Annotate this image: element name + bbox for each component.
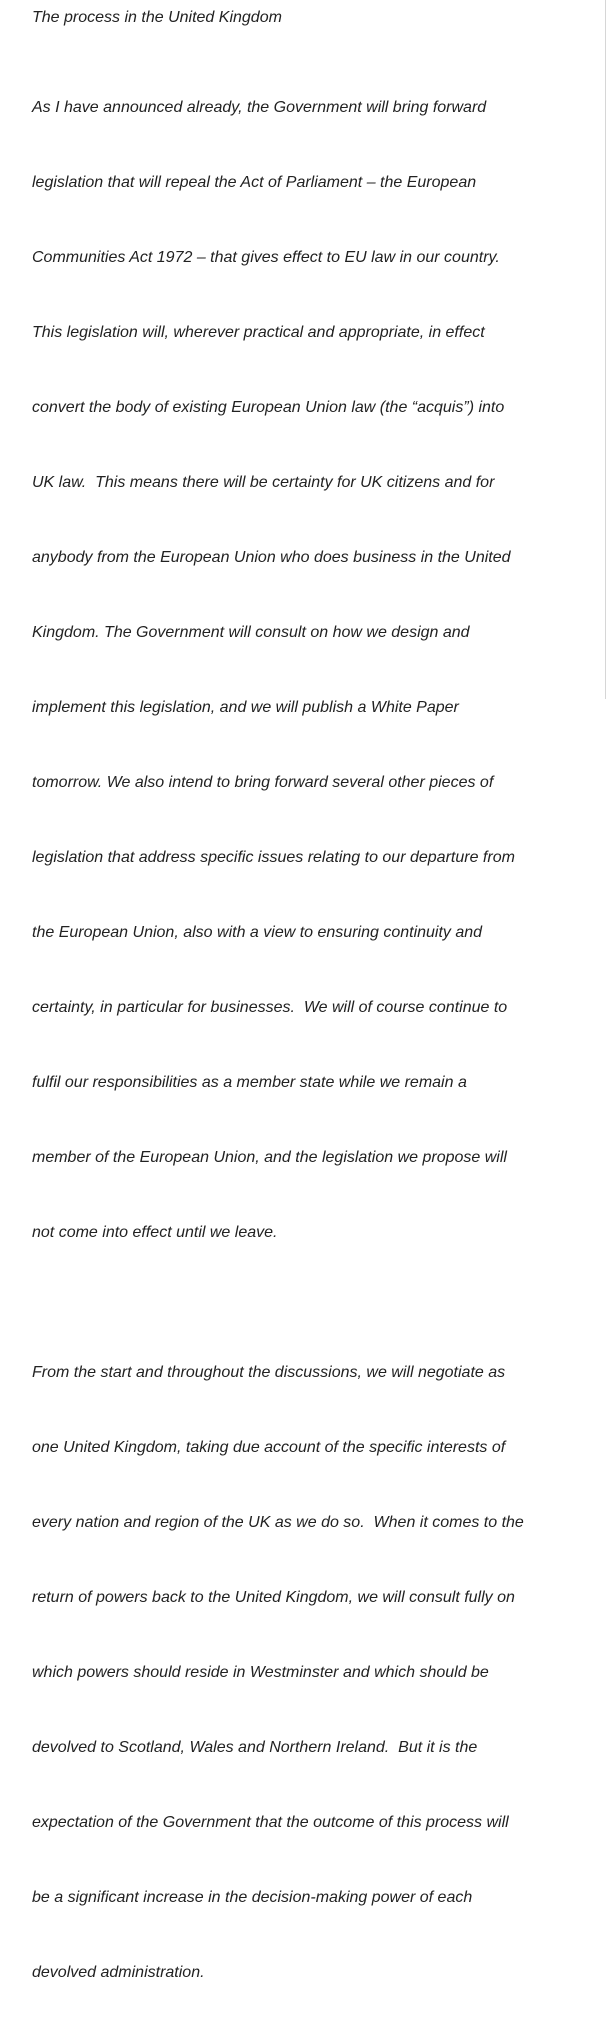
text-line: not come into effect until we leave. bbox=[32, 1224, 278, 1241]
text-line: Communities Act 1972 – that gives effect to EU law in our country. bbox=[32, 249, 500, 266]
text-line: Kingdom. The Government will consult on how we design and bbox=[32, 624, 470, 641]
text-line: legislation that will repeal the Act of Parliament – the European bbox=[32, 174, 477, 191]
paragraph-legislation bbox=[32, 45, 585, 1295]
text-line: certainty, in particular for businesses. We will of course continue to bbox=[32, 999, 508, 1016]
text-line: which powers should reside in Westminster and which should be bbox=[32, 1664, 489, 1681]
text-line: the European Union, also with a view to ensuring continuity and bbox=[32, 924, 483, 941]
text-line: implement this legislation, and we will publish a White Paper bbox=[32, 699, 459, 716]
text-line: every nation and region of the UK as we do so. When it comes to the bbox=[32, 1514, 524, 1531]
text-line: anybody from the European Union who does business in the United bbox=[32, 549, 511, 566]
text-line: UK law. This means there will be certainty for UK citizens and for bbox=[32, 474, 495, 491]
text-line: be a significant increase in the decision-making power of each bbox=[32, 1889, 473, 1906]
text-line: As I have announced already, the Government will bring forward bbox=[32, 99, 487, 116]
text-line: devolved to Scotland, Wales and Northern Ireland. But it is the bbox=[32, 1739, 478, 1756]
text-line: tomorrow. We also intend to bring forward several other pieces of bbox=[32, 774, 494, 791]
text-line: expectation of the Government that the outcome of this process will bbox=[32, 1814, 509, 1831]
text-line: member of the European Union, and the legislation we propose will bbox=[32, 1149, 507, 1166]
text-line: devolved administration. bbox=[32, 1964, 205, 1981]
text-line: From the start and throughout the discussions, we will negotiate as bbox=[32, 1364, 506, 1381]
text-line: fulfil our responsibilities as a member state while we remain a bbox=[32, 1074, 467, 1091]
paragraph-devolution bbox=[32, 1310, 585, 2035]
text-line: legislation that address specific issues relating to our departure from bbox=[32, 849, 515, 866]
text-line: return of powers back to the United Kingdom, we will consult fully on bbox=[32, 1589, 515, 1606]
text-line: This legislation will, wherever practical and appropriate, in effect bbox=[32, 324, 485, 341]
text-line: convert the body of existing European Union law (the “acquis”) into bbox=[32, 399, 505, 416]
section-heading: The process in the United Kingdom bbox=[32, 9, 282, 26]
text-line: one United Kingdom, taking due account of the specific interests of bbox=[32, 1439, 506, 1456]
